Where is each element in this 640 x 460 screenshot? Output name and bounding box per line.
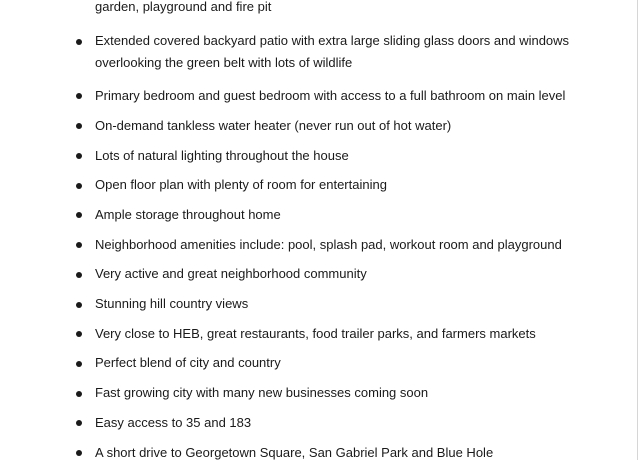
list-item-text: Fast growing city with many new businesses coming soon [95,385,429,400]
list-item-text: Primary bedroom and guest bedroom with access to a full bathroom on main level [95,88,566,103]
bullet-icon [76,183,82,189]
bullet-icon [76,391,82,397]
bullet-icon [76,420,82,426]
list-item-text: A short drive to Georgetown Square, San Gabriel Park and Blue Hole [95,445,494,460]
list-item-text: Stunning hill country views [95,296,249,311]
bullet-icon [76,302,82,308]
list-item-text: Perfect blend of city and country [95,355,281,370]
list-item-text: Open floor plan with plenty of room for entertaining [95,177,387,192]
bullet-icon [76,123,82,129]
list-item-text: Extended covered backyard patio with extra large sliding glass doors and windows overlooking the green belt with lots of wildlife [95,33,570,70]
list-item-text: Neighborhood amenities include: pool, splash pad, workout room and playground [95,237,562,252]
list-item-text: Ample storage throughout home [95,207,281,222]
bullet-icon [76,39,82,45]
bullet-icon [76,212,82,218]
bullet-icon [76,242,82,248]
bullet-icon [76,272,82,278]
bullet-icon [76,331,82,337]
list-item-text: Very active and great neighborhood community [95,266,367,281]
list-item-text: Easy access to 35 and 183 [95,415,252,430]
bullet-icon [76,93,82,99]
bullet-icon [76,153,82,159]
list-item-text: Very close to HEB, great restaurants, food trailer parks, and farmers markets [95,326,536,341]
list-item-text: On-demand tankless water heater (never run out of hot water) [95,118,452,133]
continued-line-text: garden, playground and fire pit [95,0,272,14]
bullet-icon [76,450,82,456]
list-item-text: Lots of natural lighting throughout the house [95,148,349,163]
bullet-icon [76,361,82,367]
